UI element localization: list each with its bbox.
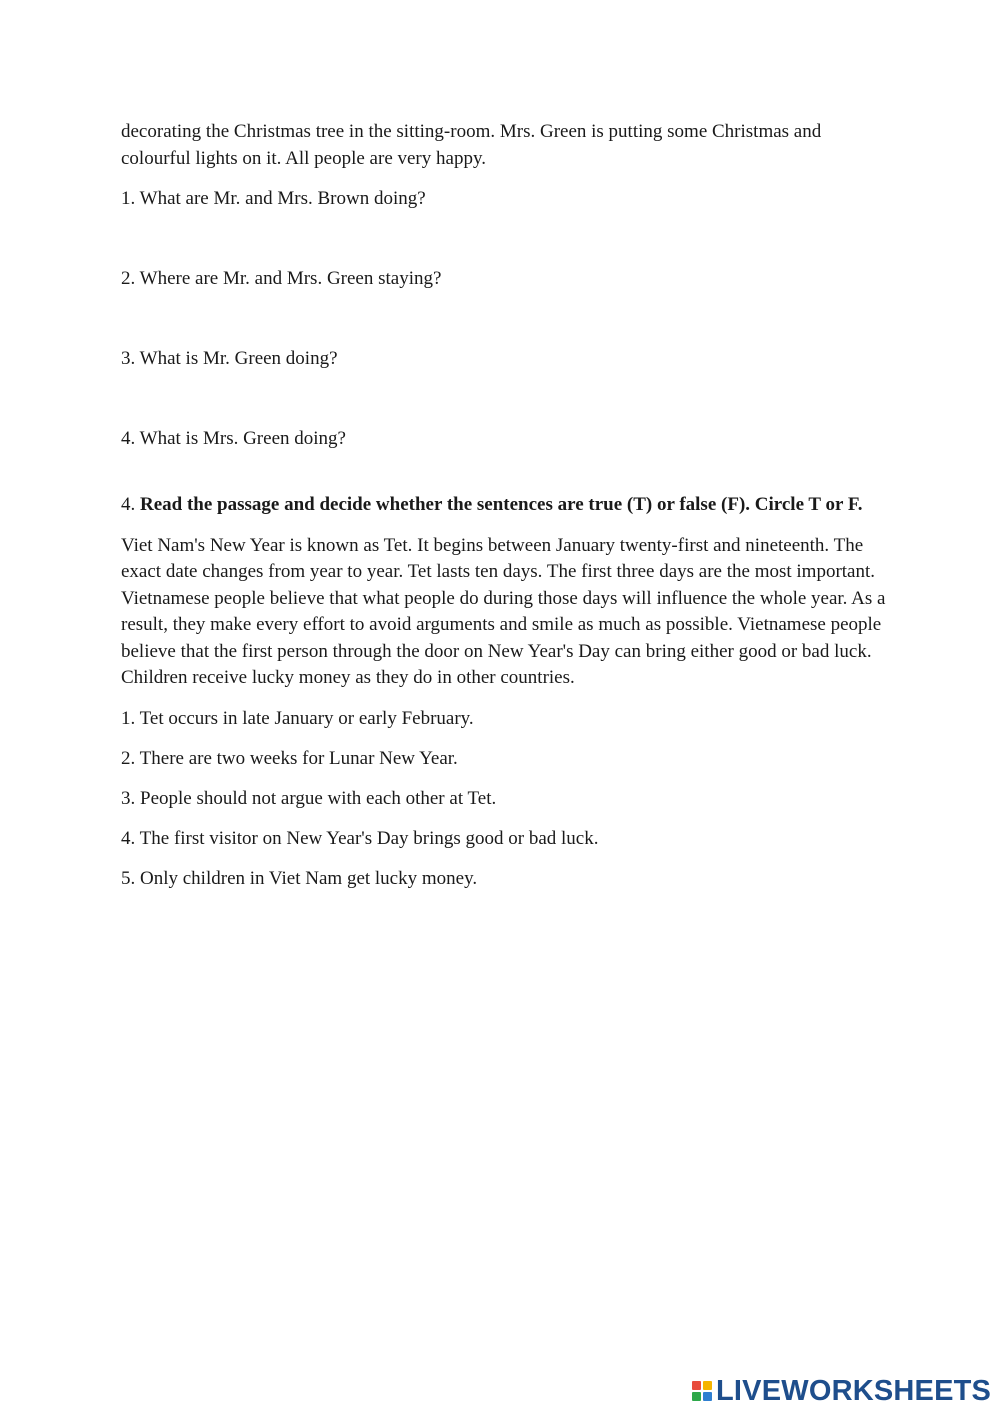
question-3: 3. What is Mr. Green doing? <box>121 348 338 369</box>
statement-3: 3. People should not argue with each other at Tet. <box>121 787 497 809</box>
reading-passage: Viet Nam's New Year is known as Tet. It begins between January twenty-first and nineteenth. The exact date changes from year to year. Tet lasts ten days. The first three days are the most important. Vietnamese people believe that what people do during those days will influence the whole year. As a result, they make every effort to avoid arguments and smile as much as possible. Vietnamese people believe that the first person through the door on New Year's Day can bring either good or bad luck. Children receive lucky money as they do in other countries. <box>121 534 886 688</box>
statement-list <box>121 706 891 893</box>
section4-instruction <box>121 492 891 519</box>
statement-2: 2. There are two weeks for Lunar New Year. <box>121 747 458 769</box>
logo-mark-icon <box>692 1381 712 1401</box>
question-1: 1. What are Mr. and Mrs. Brown doing? <box>121 188 426 209</box>
section3-questions <box>121 186 891 492</box>
worksheet-page <box>121 119 891 906</box>
section4-instruction-text: Read the passage and decide whether the sentences are true (T) or false (F). Circle T or F. <box>140 494 863 515</box>
statement-1: 1. Tet occurs in late January or early February. <box>121 707 474 729</box>
liveworksheets-logo <box>692 1374 991 1408</box>
intro-paragraph: decorating the Christmas tree in the sitting-room. Mrs. Green is putting some Christmas and colourful lights on it. All people are very happy. <box>121 121 822 169</box>
statement-4: 4. The first visitor on New Year's Day brings good or bad luck. <box>121 827 599 849</box>
logo-text: LIVEWORKSHEETS <box>716 1374 992 1407</box>
section4-number: 4. <box>121 494 136 515</box>
question-2: 2. Where are Mr. and Mrs. Green staying? <box>121 268 442 289</box>
statement-5: 5. Only children in Viet Nam get lucky money. <box>121 867 478 889</box>
question-4: 4. What is Mrs. Green doing? <box>121 428 346 449</box>
